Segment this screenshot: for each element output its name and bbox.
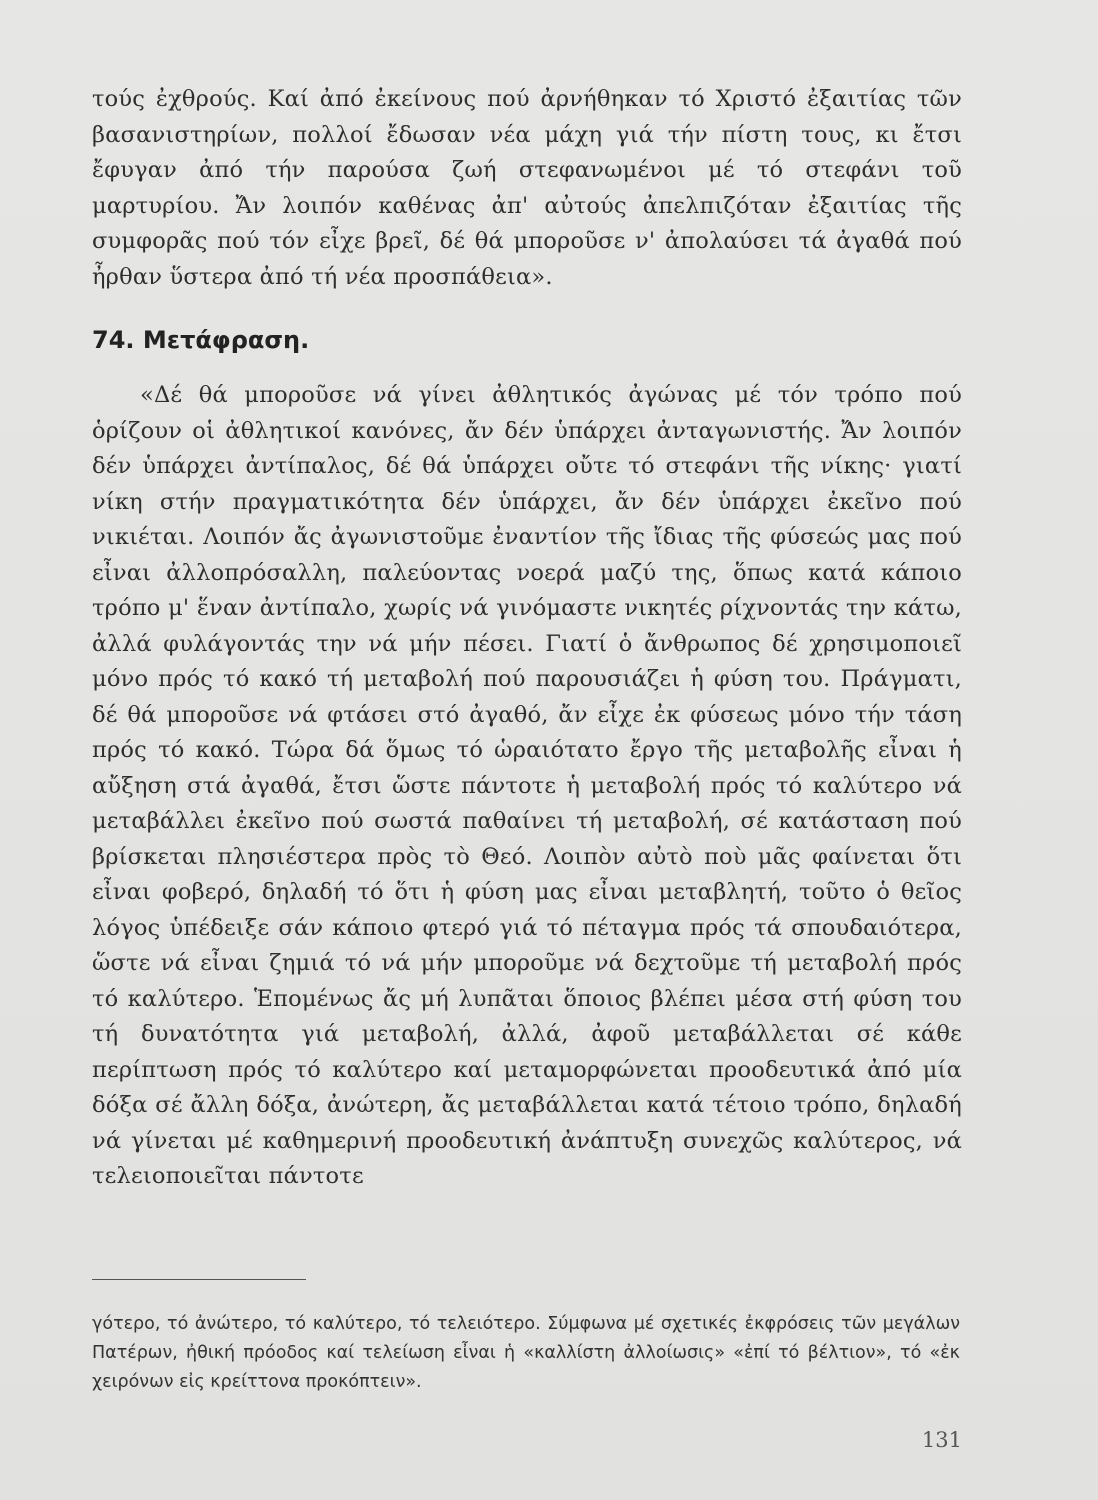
footnote-text: γότερο, τό ἀνώτερο, τό καλύτερο, τό τελειότερο. Σύμφωνα μέ σχετικές ἐκφρόσεις τῶν μεγάλων Πατέρων, ἠθική πρόοδος καί τελείωση εἶναι ἡ «καλλίστη ἀλλοίωσις» «ἐπί τό βέλτιον», τό «ἐκ χειρόνων εἰς κρείττονα προκόπτειν». bbox=[92, 1314, 960, 1392]
paragraph-continuation bbox=[92, 82, 962, 295]
footnote bbox=[92, 1310, 960, 1397]
page-number: 131 bbox=[921, 1428, 962, 1452]
paragraph-continuation-text: τούς ἐχθρούς. Καί ἀπό ἐκείνους πού ἀρνήθηκαν τό Χριστό ἐξαιτίας τῶν βασανιστηρίων, πολλοί ἔδωσαν νέα μάχη γιά τήν πίστη τους, κι ἔτσι ἔφυγαν ἀπό τήν παρούσα ζωή στεφανωμένοι μέ τό στεφάνι τοῦ μαρτυρίου. Ἄν λοιπόν καθένας ἀπ' αὐτούς ἀπελπιζόταν ἐξαιτίας τῆς συμφορᾶς πού τόν εἶχε βρεῖ, δέ θά μποροῦσε ν' ἀπολαύσει τά ἀγαθά πού ἦρθαν ὕστερα ἀπό τή νέα προσπάθεια». bbox=[92, 86, 962, 290]
paragraph-main-text: «Δέ θά μποροῦσε νά γίνει ἀθλητικός ἀγώνας μέ τόν τρόπο πού ὁρίζουν οἱ ἀθλητικοί κανόνες, ἄν δέν ὑπάρχει ἀνταγωνιστής. Ἄν λοιπόν δέν ὑπάρχει ἀντίπαλος, δέ θά ὑπάρχει οὔτε τό στεφάνι τῆς νίκης· γιατί νίκη στήν πραγματικότητα δέν ὑπάρχει, ἄν δέν ὑπάρχει ἐκεῖνο πού νικιέται. Λοιπόν ἄς ἀγωνιστοῦμε ἐναντίον τῆς ἴδιας τῆς φύσεώς μας πού εἶναι ἀλλοπρόσαλλη, παλεύοντας νοερά μαζύ της, ὅπως κατά κάποιο τρόπο μ' ἕναν ἀντίπαλο, χωρίς νά γινόμαστε νικητές ρίχνοντάς την κάτω, ἀλλά φυλάγοντάς την νά μήν πέσει. Γιατί ὁ ἄνθρωπος δέ χρησιμοποιεῖ μόνο πρός τό κακό τή μεταβολή πού παρουσιάζει ἡ φύση του. Πράγματι, δέ θά μποροῦσε νά φτάσει στό ἀγαθό, ἄν εἶχε ἐκ φύσεως μόνο τήν τάση πρός τό κακό. Τώρα δά ὅμως τό ὡραιότατο ἔργο τῆς μεταβολῆς εἶναι ἡ αὔξηση στά ἀγαθά, ἔτσι ὥστε πάντοτε ἡ μεταβολή πρός τό καλύτερο νά μεταβάλλει ἐκεῖνο πού σωστά παθαίνει τή μεταβολή, σέ κατάσταση πού βρίσκεται πλησιέστερα πρὸς τὸ Θεό. Λοιπὸν αὐτὸ ποὺ μᾶς φαίνεται ὅτι εἶναι φοβερό, δηλαδή τό ὅτι ἡ φύση μας εἶναι μεταβλητή, τοῦτο ὁ θεῖος λόγος ὑπέδειξε σάν κάποιο φτερό γιά τό πέταγμα πρός τά σπουδαιότερα, ὥστε νά εἶναι ζημιά τό νά μήν μποροῦμε νά δεχτοῦμε τή μεταβολή πρός τό καλύτερο. Ἑπομένως ἄς μή λυπᾶται ὅποιος βλέπει μέσα στή φύση του τή δυνατότητα γιά μεταβολή, ἀλλά, ἀφοῦ μεταβάλλεται σέ κάθε περίπτωση πρός τό καλύτερο καί μεταμορφώνεται προοδευτικά ἀπό μία δόξα σέ ἄλλη δόξα, ἀνώτερη, ἄς μεταβάλλεται κατά τέτοιο τρόπο, δηλαδή νά γίνεται μέ καθημερινή προοδευτική ἀνάπτυξη συνεχῶς καλύτερος, νά τελειοποιεῖται πάντοτε bbox=[92, 382, 962, 1189]
section-heading: 74. Μετάφραση. bbox=[92, 326, 310, 354]
footnote-divider bbox=[92, 1279, 306, 1280]
paragraph-main bbox=[92, 378, 962, 1195]
